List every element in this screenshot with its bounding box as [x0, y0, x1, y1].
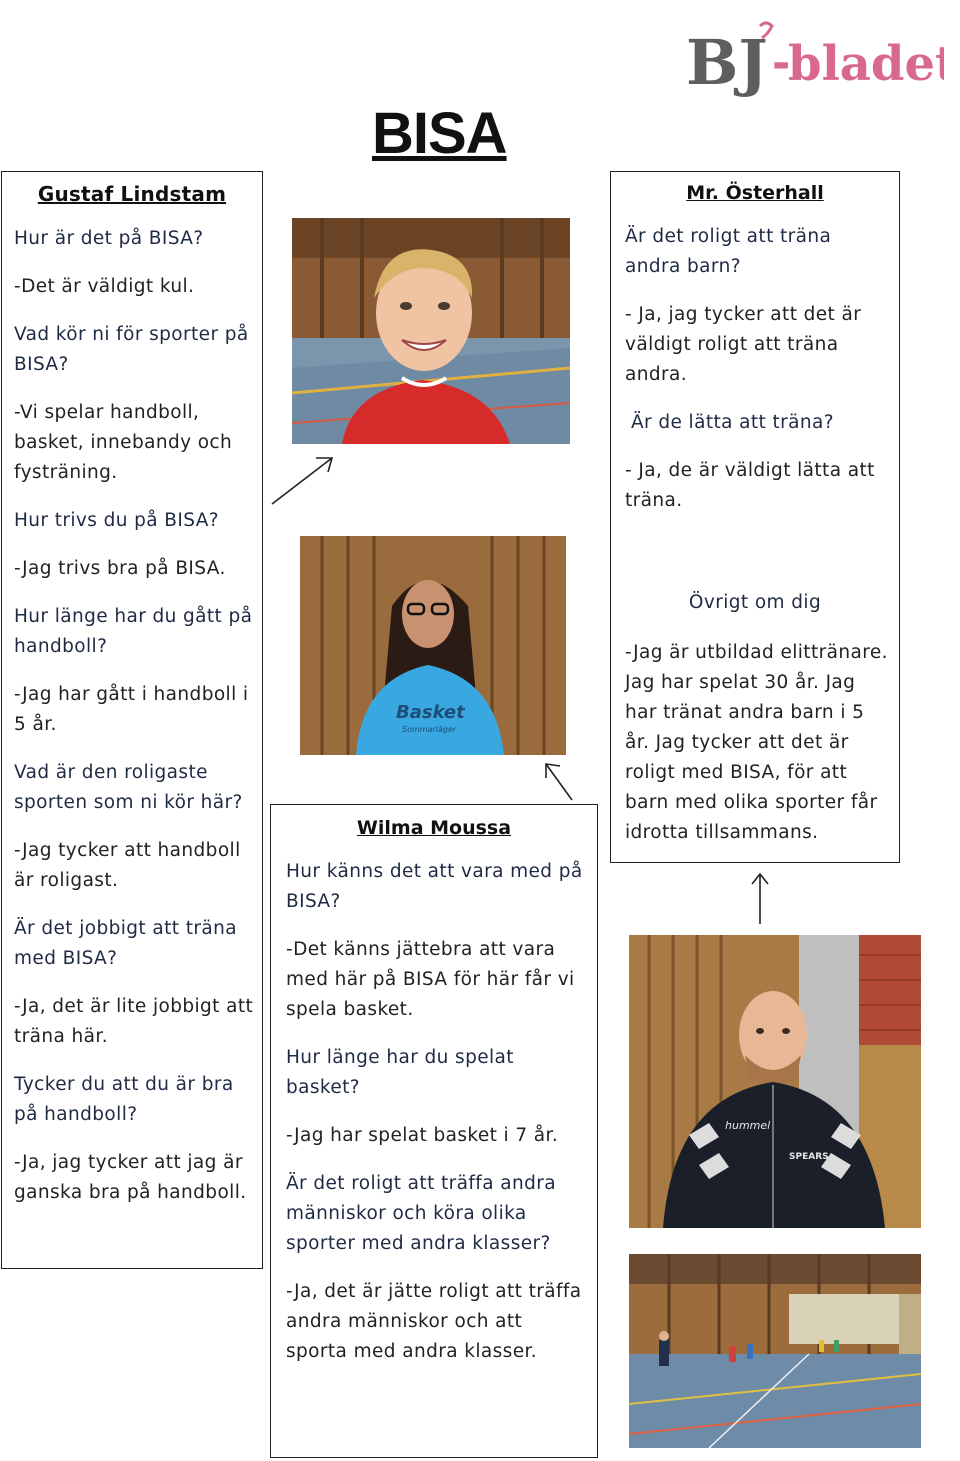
osterhall-about-text: -Jag är utbildad elittränare. Jag har spelat 30 år. Jag har tränat andra barn i 5 år. Jag tycker att det är roligt med BISA, för att barn med olika sporter får idrotta tillsammans. — [625, 642, 888, 843]
gustaf-photo — [292, 218, 570, 444]
logo-bladet: bladet — [788, 36, 944, 92]
gustaf-a4: -Jag har gått i handboll i 5 år. — [14, 684, 249, 735]
logo-bj: BJ — [686, 26, 768, 99]
wilma-interview-box — [270, 804, 598, 1458]
osterhall-name: Mr. Österhall — [686, 182, 824, 204]
gustaf-q2: Vad kör ni för sporter på BISA? — [14, 324, 249, 375]
wilma-q3: Är det roligt att träffa andra människor och köra olika sporter med andra klasser? — [286, 1173, 556, 1254]
osterhall-a2: - Ja, de är väldigt lätta att träna. — [625, 460, 875, 511]
osterhall-photo — [629, 935, 921, 1228]
wilma-photo — [300, 536, 566, 755]
gustaf-a1: -Det är väldigt kul. — [14, 276, 195, 297]
logo-graphic — [684, 18, 944, 100]
wilma-a1: -Det känns jättebra att vara med här på BISA för här får vi spela basket. — [286, 939, 575, 1020]
wilma-q1: Hur känns det att vara med på BISA? — [286, 861, 583, 912]
arrow-to-osterhall-icon — [748, 868, 772, 928]
gustaf-a5: -Jag tycker att handboll är roligast. — [14, 840, 241, 891]
gym-hall-photo — [629, 1254, 921, 1448]
gustaf-a2: -Vi spelar handboll, basket, innebandy och fysträning. — [14, 402, 233, 483]
osterhall-q1: Är det roligt att träna andra barn? — [625, 226, 832, 277]
coach-jacket-brand: hummel — [725, 1119, 771, 1132]
osterhall-about-title: Övrigt om dig — [688, 592, 822, 613]
gustaf-q3: Hur trivs du på BISA? — [14, 510, 220, 531]
gustaf-q4: Hur länge har du gått på handboll? — [14, 606, 253, 657]
wilma-a2: -Jag har spelat basket i 7 år. — [286, 1125, 559, 1146]
bj-bladet-logo — [684, 18, 944, 100]
arrow-to-gustaf-icon — [268, 452, 348, 512]
osterhall-interview-box — [610, 171, 900, 863]
gustaf-a7: -Ja, jag tycker att jag är ganska bra på handboll. — [14, 1152, 247, 1203]
coach-jacket-club: SPEARS — [789, 1152, 829, 1162]
wilma-shirt-sub: Sommarläger — [402, 725, 457, 734]
logo-dash: - — [772, 38, 791, 89]
osterhall-qa — [611, 204, 899, 516]
wilma-a3: -Ja, det är jätte roligt att träffa andra människor och att sporta med andra klasser. — [286, 1281, 582, 1362]
wilma-qa — [271, 839, 597, 1367]
osterhall-q2: Är de lätta att träna? — [631, 412, 834, 433]
gustaf-q7: Tycker du att du är bra på handboll? — [14, 1074, 234, 1125]
osterhall-a1: - Ja, jag tycker att det är väldigt roligt att träna andra. — [625, 304, 862, 385]
gustaf-a3: -Jag trivs bra på BISA. — [14, 558, 226, 579]
arrow-to-wilma-icon — [540, 758, 580, 808]
gustaf-name: Gustaf Lindstam — [37, 182, 227, 206]
gustaf-interview-box — [1, 171, 263, 1269]
gustaf-q5: Vad är den roligaste sporten som ni kör här? — [14, 762, 243, 813]
page-title: BISA — [372, 101, 507, 166]
wilma-name: Wilma Moussa — [356, 817, 512, 839]
wilma-q2: Hur länge har du spelat basket? — [286, 1047, 514, 1098]
osterhall-about — [625, 638, 891, 866]
gustaf-q1: Hur är det på BISA? — [14, 228, 204, 249]
gustaf-q6: Är det jobbigt att träna med BISA? — [14, 918, 237, 969]
wilma-shirt-text: Basket — [396, 702, 465, 723]
gustaf-a6: -Ja, det är lite jobbigt att träna här. — [14, 996, 254, 1047]
gustaf-qa — [2, 206, 262, 1208]
